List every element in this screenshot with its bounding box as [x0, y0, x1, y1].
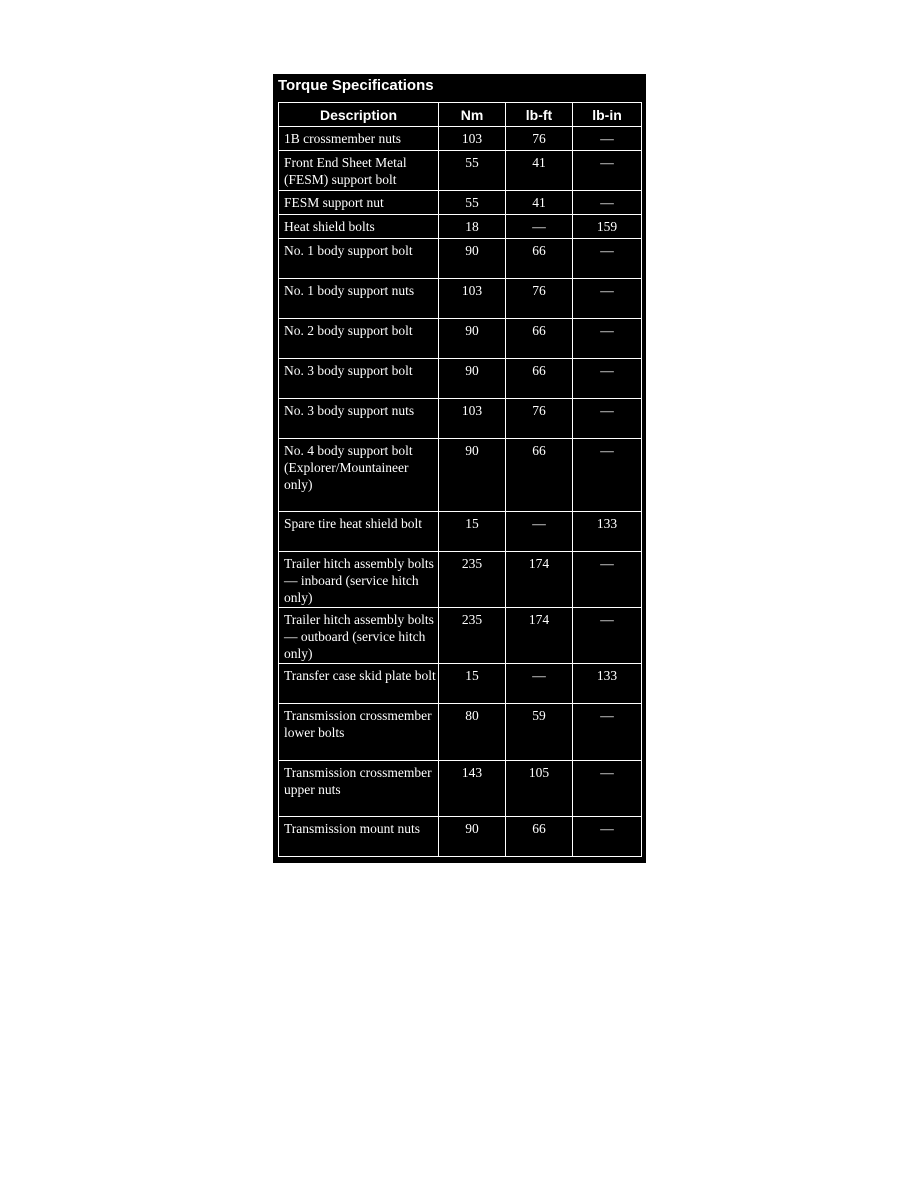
cell-nm: 143 — [439, 761, 506, 817]
cell-lbin: — — [573, 399, 642, 439]
cell-lbin: — — [573, 239, 642, 279]
table-row — [279, 664, 642, 704]
cell-lbft: — — [506, 664, 573, 704]
cell-nm: 15 — [439, 664, 506, 704]
table-title: Torque Specifications — [278, 77, 434, 94]
table-row — [279, 817, 642, 857]
cell-lbft: 76 — [506, 127, 573, 151]
cell-description: No. 1 body support nuts — [279, 279, 439, 319]
cell-lbin: 133 — [573, 664, 642, 704]
table-row — [279, 761, 642, 817]
cell-lbin: — — [573, 552, 642, 608]
cell-lbin: — — [573, 439, 642, 512]
cell-nm: 55 — [439, 151, 506, 191]
cell-lbin: — — [573, 319, 642, 359]
table-row — [279, 608, 642, 664]
table-row — [279, 704, 642, 761]
table-row — [279, 127, 642, 151]
table-row — [279, 151, 642, 191]
cell-lbft: 76 — [506, 399, 573, 439]
cell-description: No. 3 body support nuts — [279, 399, 439, 439]
header-row — [279, 103, 642, 127]
cell-nm: 235 — [439, 552, 506, 608]
cell-lbin: — — [573, 279, 642, 319]
torque-spec-table — [278, 102, 642, 857]
cell-nm: 235 — [439, 608, 506, 664]
cell-lbft: 41 — [506, 151, 573, 191]
cell-description: No. 4 body support bolt (Explorer/Mountaineer only) — [279, 439, 439, 512]
cell-lbin: — — [573, 359, 642, 399]
table-row — [279, 399, 642, 439]
cell-lbin: — — [573, 127, 642, 151]
cell-description: Transmission mount nuts — [279, 817, 439, 857]
table-row — [279, 512, 642, 552]
cell-description: 1B crossmember nuts — [279, 127, 439, 151]
table-row — [279, 239, 642, 279]
cell-description: Trailer hitch assembly bolts — outboard (service hitch only) — [279, 608, 439, 664]
torque-spec-panel — [273, 74, 646, 863]
cell-nm: 90 — [439, 817, 506, 857]
cell-nm: 18 — [439, 215, 506, 239]
cell-description: No. 3 body support bolt — [279, 359, 439, 399]
cell-nm: 90 — [439, 319, 506, 359]
header-lbft: lb-ft — [506, 103, 573, 127]
header-nm: Nm — [439, 103, 506, 127]
cell-nm: 15 — [439, 512, 506, 552]
cell-lbin: 159 — [573, 215, 642, 239]
cell-description: No. 2 body support bolt — [279, 319, 439, 359]
header-lbin: lb-in — [573, 103, 642, 127]
cell-description: Trailer hitch assembly bolts — inboard (service hitch only) — [279, 552, 439, 608]
cell-nm: 55 — [439, 191, 506, 215]
table-row — [279, 191, 642, 215]
cell-lbft: 174 — [506, 608, 573, 664]
cell-lbin: — — [573, 151, 642, 191]
cell-nm: 103 — [439, 279, 506, 319]
table-row — [279, 279, 642, 319]
cell-description: Front End Sheet Metal (FESM) support bolt — [279, 151, 439, 191]
cell-lbin: — — [573, 761, 642, 817]
cell-lbin: — — [573, 704, 642, 761]
table-row — [279, 552, 642, 608]
cell-nm: 80 — [439, 704, 506, 761]
cell-lbft: — — [506, 215, 573, 239]
cell-lbft: — — [506, 512, 573, 552]
cell-description: FESM support nut — [279, 191, 439, 215]
cell-description: No. 1 body support bolt — [279, 239, 439, 279]
cell-description: Spare tire heat shield bolt — [279, 512, 439, 552]
cell-description: Heat shield bolts — [279, 215, 439, 239]
cell-description: Transfer case skid plate bolt — [279, 664, 439, 704]
cell-lbft: 76 — [506, 279, 573, 319]
table-row — [279, 359, 642, 399]
cell-lbft: 66 — [506, 817, 573, 857]
cell-lbin: — — [573, 817, 642, 857]
cell-lbin: — — [573, 191, 642, 215]
cell-nm: 90 — [439, 439, 506, 512]
cell-nm: 90 — [439, 359, 506, 399]
cell-description: Transmission crossmember upper nuts — [279, 761, 439, 817]
cell-nm: 103 — [439, 127, 506, 151]
cell-lbin: — — [573, 608, 642, 664]
cell-lbft: 59 — [506, 704, 573, 761]
header-description: Description — [279, 103, 439, 127]
cell-nm: 90 — [439, 239, 506, 279]
table-row — [279, 215, 642, 239]
cell-lbft: 66 — [506, 439, 573, 512]
cell-lbft: 174 — [506, 552, 573, 608]
cell-lbin: 133 — [573, 512, 642, 552]
cell-lbft: 66 — [506, 319, 573, 359]
table-row — [279, 319, 642, 359]
cell-lbft: 66 — [506, 239, 573, 279]
cell-description: Transmission crossmember lower bolts — [279, 704, 439, 761]
cell-lbft: 105 — [506, 761, 573, 817]
cell-lbft: 66 — [506, 359, 573, 399]
cell-lbft: 41 — [506, 191, 573, 215]
table-row — [279, 439, 642, 512]
cell-nm: 103 — [439, 399, 506, 439]
